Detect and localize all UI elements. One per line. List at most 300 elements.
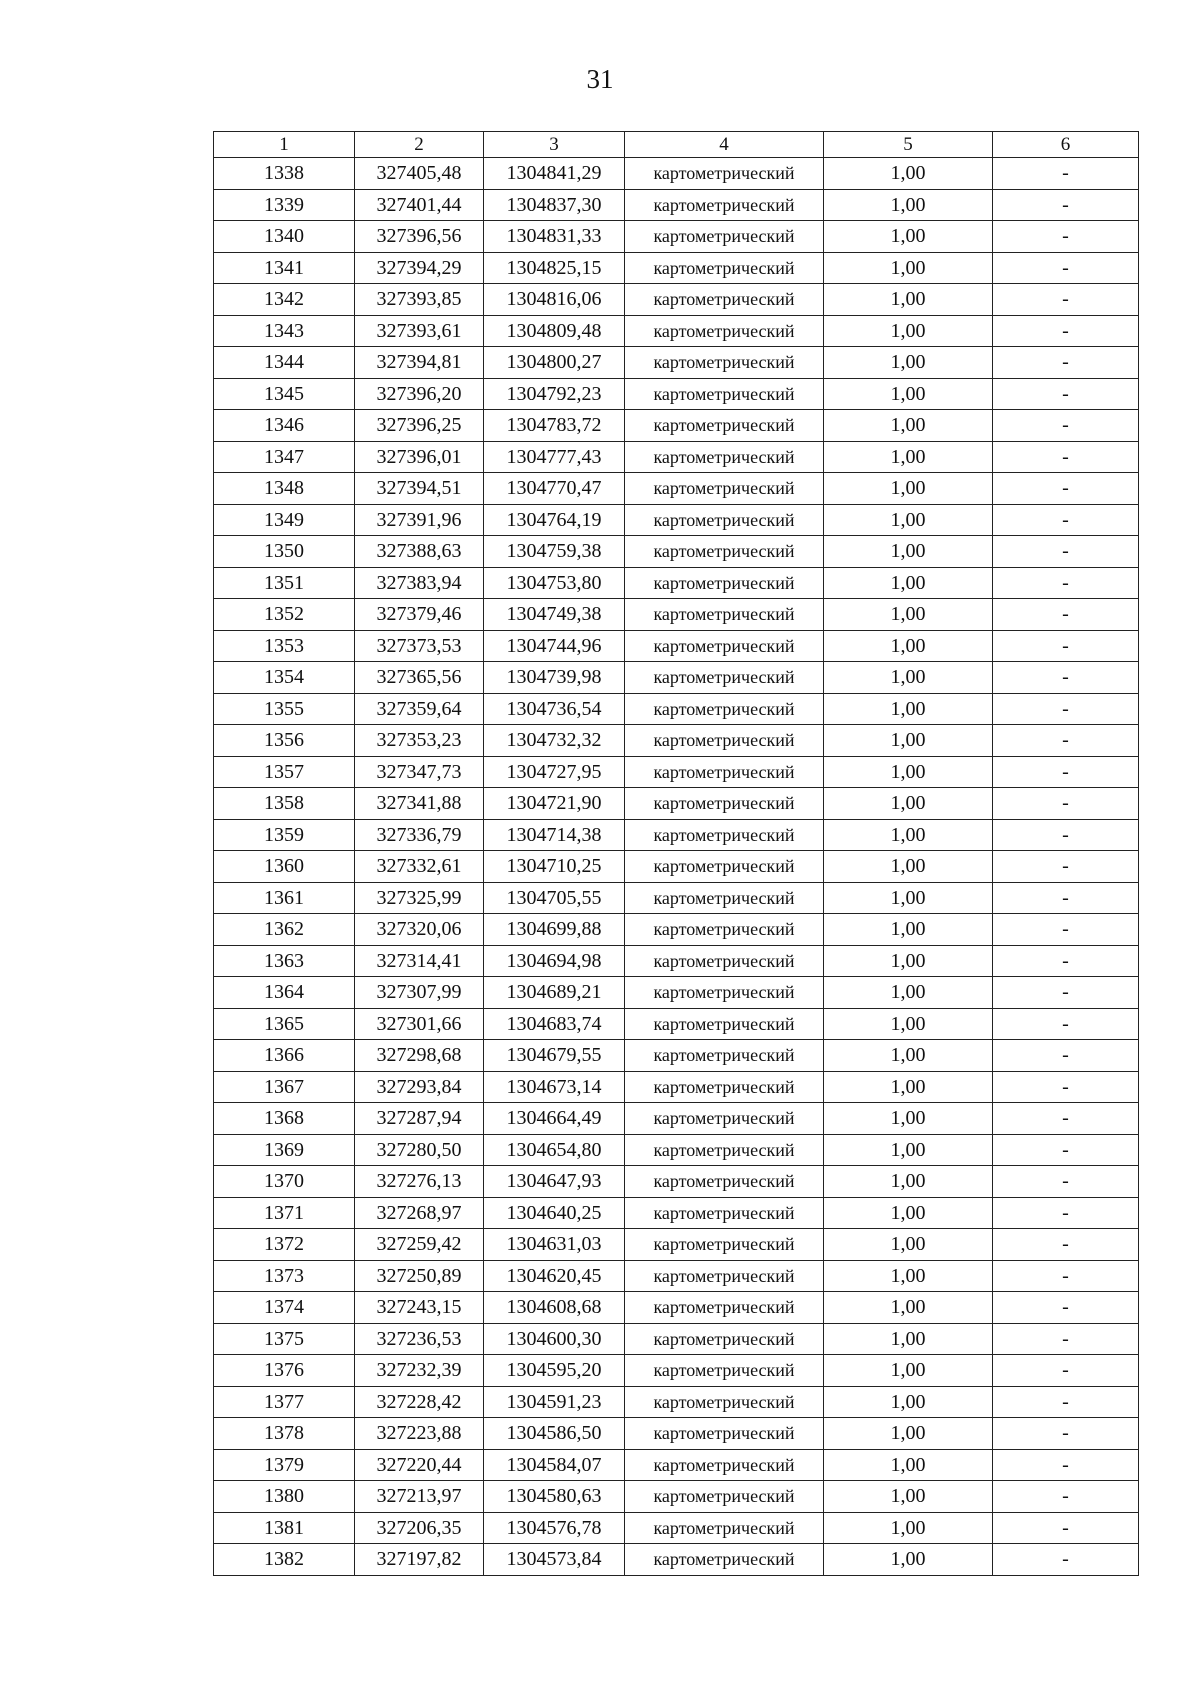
table-row (214, 1071, 1139, 1103)
x-coordinate-cell: 327197,82 (355, 1544, 484, 1576)
note-cell: - (993, 1512, 1139, 1544)
note-cell: - (993, 945, 1139, 977)
method-cell: картометрический (625, 977, 824, 1009)
point-number-cell: 1357 (214, 756, 355, 788)
y-coordinate-cell: 1304586,50 (484, 1418, 625, 1450)
y-coordinate-cell: 1304783,72 (484, 410, 625, 442)
point-number-cell: 1380 (214, 1481, 355, 1513)
table-row (214, 1260, 1139, 1292)
table-row (214, 473, 1139, 505)
y-coordinate-cell: 1304640,25 (484, 1197, 625, 1229)
note-cell: - (993, 1040, 1139, 1072)
x-coordinate-cell: 327379,46 (355, 599, 484, 631)
note-cell: - (993, 473, 1139, 505)
point-number-cell: 1379 (214, 1449, 355, 1481)
table-row (214, 1197, 1139, 1229)
method-cell: картометрический (625, 693, 824, 725)
note-cell: - (993, 914, 1139, 946)
accuracy-cell: 1,00 (824, 1040, 993, 1072)
method-cell: картометрический (625, 1229, 824, 1261)
x-coordinate-cell: 327396,25 (355, 410, 484, 442)
point-number-cell: 1344 (214, 347, 355, 379)
header-cell-5: 5 (824, 132, 993, 158)
table-row (214, 977, 1139, 1009)
x-coordinate-cell: 327287,94 (355, 1103, 484, 1135)
header-cell-3: 3 (484, 132, 625, 158)
y-coordinate-cell: 1304694,98 (484, 945, 625, 977)
note-cell: - (993, 851, 1139, 883)
note-cell: - (993, 662, 1139, 694)
accuracy-cell: 1,00 (824, 662, 993, 694)
table-row (214, 347, 1139, 379)
point-number-cell: 1369 (214, 1134, 355, 1166)
x-coordinate-cell: 327301,66 (355, 1008, 484, 1040)
x-coordinate-cell: 327391,96 (355, 504, 484, 536)
method-cell: картометрический (625, 1449, 824, 1481)
table-row (214, 1449, 1139, 1481)
method-cell: картометрический (625, 567, 824, 599)
note-cell: - (993, 189, 1139, 221)
note-cell: - (993, 536, 1139, 568)
x-coordinate-cell: 327347,73 (355, 756, 484, 788)
table-header (214, 132, 1139, 158)
accuracy-cell: 1,00 (824, 1481, 993, 1513)
accuracy-cell: 1,00 (824, 630, 993, 662)
accuracy-cell: 1,00 (824, 252, 993, 284)
table-row (214, 1418, 1139, 1450)
accuracy-cell: 1,00 (824, 914, 993, 946)
method-cell: картометрический (625, 473, 824, 505)
note-cell: - (993, 599, 1139, 631)
accuracy-cell: 1,00 (824, 945, 993, 977)
x-coordinate-cell: 327259,42 (355, 1229, 484, 1261)
accuracy-cell: 1,00 (824, 756, 993, 788)
y-coordinate-cell: 1304683,74 (484, 1008, 625, 1040)
method-cell: картометрический (625, 536, 824, 568)
y-coordinate-cell: 1304816,06 (484, 284, 625, 316)
table-row (214, 1292, 1139, 1324)
x-coordinate-cell: 327393,61 (355, 315, 484, 347)
accuracy-cell: 1,00 (824, 1071, 993, 1103)
table-row (214, 662, 1139, 694)
note-cell: - (993, 756, 1139, 788)
y-coordinate-cell: 1304600,30 (484, 1323, 625, 1355)
accuracy-cell: 1,00 (824, 851, 993, 883)
table-row (214, 788, 1139, 820)
note-cell: - (993, 410, 1139, 442)
point-number-cell: 1373 (214, 1260, 355, 1292)
x-coordinate-cell: 327396,20 (355, 378, 484, 410)
header-cell-4: 4 (625, 132, 824, 158)
table-row (214, 1166, 1139, 1198)
note-cell: - (993, 693, 1139, 725)
accuracy-cell: 1,00 (824, 1197, 993, 1229)
accuracy-cell: 1,00 (824, 284, 993, 316)
table-row (214, 756, 1139, 788)
method-cell: картометрический (625, 158, 824, 190)
method-cell: картометрический (625, 945, 824, 977)
method-cell: картометрический (625, 284, 824, 316)
point-number-cell: 1359 (214, 819, 355, 851)
note-cell: - (993, 1008, 1139, 1040)
method-cell: картометрический (625, 315, 824, 347)
accuracy-cell: 1,00 (824, 1418, 993, 1450)
table-row (214, 284, 1139, 316)
method-cell: картометрический (625, 914, 824, 946)
point-number-cell: 1352 (214, 599, 355, 631)
accuracy-cell: 1,00 (824, 473, 993, 505)
point-number-cell: 1377 (214, 1386, 355, 1418)
method-cell: картометрический (625, 1512, 824, 1544)
method-cell: картометрический (625, 1323, 824, 1355)
y-coordinate-cell: 1304664,49 (484, 1103, 625, 1135)
x-coordinate-cell: 327359,64 (355, 693, 484, 725)
table-row (214, 1355, 1139, 1387)
table-row (214, 914, 1139, 946)
note-cell: - (993, 1323, 1139, 1355)
method-cell: картометрический (625, 819, 824, 851)
y-coordinate-cell: 1304825,15 (484, 252, 625, 284)
point-number-cell: 1358 (214, 788, 355, 820)
accuracy-cell: 1,00 (824, 1449, 993, 1481)
x-coordinate-cell: 327298,68 (355, 1040, 484, 1072)
x-coordinate-cell: 327341,88 (355, 788, 484, 820)
point-number-cell: 1354 (214, 662, 355, 694)
table-row (214, 1386, 1139, 1418)
note-cell: - (993, 1544, 1139, 1576)
table-row (214, 1544, 1139, 1576)
header-row (214, 132, 1139, 158)
x-coordinate-cell: 327243,15 (355, 1292, 484, 1324)
note-cell: - (993, 315, 1139, 347)
table-row (214, 1512, 1139, 1544)
method-cell: картометрический (625, 630, 824, 662)
point-number-cell: 1371 (214, 1197, 355, 1229)
note-cell: - (993, 1229, 1139, 1261)
x-coordinate-cell: 327396,56 (355, 221, 484, 253)
page-number: 31 (586, 64, 614, 94)
note-cell: - (993, 977, 1139, 1009)
x-coordinate-cell: 327332,61 (355, 851, 484, 883)
note-cell: - (993, 252, 1139, 284)
method-cell: картометрический (625, 441, 824, 473)
x-coordinate-cell: 327394,51 (355, 473, 484, 505)
note-cell: - (993, 1071, 1139, 1103)
method-cell: картометрический (625, 378, 824, 410)
table-row (214, 1323, 1139, 1355)
point-number-cell: 1374 (214, 1292, 355, 1324)
table-row (214, 378, 1139, 410)
table-row (214, 536, 1139, 568)
note-cell: - (993, 1386, 1139, 1418)
table-row (214, 1008, 1139, 1040)
note-cell: - (993, 1103, 1139, 1135)
y-coordinate-cell: 1304759,38 (484, 536, 625, 568)
header-cell-1: 1 (214, 132, 355, 158)
point-number-cell: 1365 (214, 1008, 355, 1040)
note-cell: - (993, 1355, 1139, 1387)
point-number-cell: 1363 (214, 945, 355, 977)
point-number-cell: 1366 (214, 1040, 355, 1072)
point-number-cell: 1346 (214, 410, 355, 442)
x-coordinate-cell: 327206,35 (355, 1512, 484, 1544)
accuracy-cell: 1,00 (824, 1292, 993, 1324)
accuracy-cell: 1,00 (824, 221, 993, 253)
method-cell: картометрический (625, 882, 824, 914)
table-row (214, 725, 1139, 757)
point-number-cell: 1339 (214, 189, 355, 221)
accuracy-cell: 1,00 (824, 1008, 993, 1040)
x-coordinate-cell: 327373,53 (355, 630, 484, 662)
point-number-cell: 1361 (214, 882, 355, 914)
table-row (214, 693, 1139, 725)
y-coordinate-cell: 1304800,27 (484, 347, 625, 379)
note-cell: - (993, 284, 1139, 316)
accuracy-cell: 1,00 (824, 1544, 993, 1576)
point-number-cell: 1362 (214, 914, 355, 946)
accuracy-cell: 1,00 (824, 1103, 993, 1135)
method-cell: картометрический (625, 1355, 824, 1387)
x-coordinate-cell: 327236,53 (355, 1323, 484, 1355)
y-coordinate-cell: 1304689,21 (484, 977, 625, 1009)
y-coordinate-cell: 1304727,95 (484, 756, 625, 788)
y-coordinate-cell: 1304679,55 (484, 1040, 625, 1072)
x-coordinate-cell: 327405,48 (355, 158, 484, 190)
x-coordinate-cell: 327268,97 (355, 1197, 484, 1229)
point-number-cell: 1364 (214, 977, 355, 1009)
method-cell: картометрический (625, 410, 824, 442)
accuracy-cell: 1,00 (824, 788, 993, 820)
y-coordinate-cell: 1304841,29 (484, 158, 625, 190)
y-coordinate-cell: 1304699,88 (484, 914, 625, 946)
x-coordinate-cell: 327396,01 (355, 441, 484, 473)
table-row (214, 158, 1139, 190)
accuracy-cell: 1,00 (824, 347, 993, 379)
y-coordinate-cell: 1304744,96 (484, 630, 625, 662)
method-cell: картометрический (625, 221, 824, 253)
point-number-cell: 1381 (214, 1512, 355, 1544)
x-coordinate-cell: 327401,44 (355, 189, 484, 221)
method-cell: картометрический (625, 1008, 824, 1040)
x-coordinate-cell: 327293,84 (355, 1071, 484, 1103)
note-cell: - (993, 1449, 1139, 1481)
accuracy-cell: 1,00 (824, 599, 993, 631)
method-cell: картометрический (625, 1103, 824, 1135)
note-cell: - (993, 1260, 1139, 1292)
method-cell: картометрический (625, 252, 824, 284)
accuracy-cell: 1,00 (824, 1386, 993, 1418)
point-number-cell: 1370 (214, 1166, 355, 1198)
note-cell: - (993, 378, 1139, 410)
note-cell: - (993, 630, 1139, 662)
header-cell-2: 2 (355, 132, 484, 158)
coordinates-table (213, 131, 1139, 1576)
x-coordinate-cell: 327365,56 (355, 662, 484, 694)
table-row (214, 882, 1139, 914)
accuracy-cell: 1,00 (824, 1229, 993, 1261)
method-cell: картометрический (625, 599, 824, 631)
point-number-cell: 1351 (214, 567, 355, 599)
method-cell: картометрический (625, 1071, 824, 1103)
note-cell: - (993, 1197, 1139, 1229)
note-cell: - (993, 1134, 1139, 1166)
note-cell: - (993, 1292, 1139, 1324)
accuracy-cell: 1,00 (824, 1134, 993, 1166)
accuracy-cell: 1,00 (824, 882, 993, 914)
accuracy-cell: 1,00 (824, 410, 993, 442)
note-cell: - (993, 158, 1139, 190)
accuracy-cell: 1,00 (824, 378, 993, 410)
point-number-cell: 1367 (214, 1071, 355, 1103)
method-cell: картометрический (625, 189, 824, 221)
table-row (214, 189, 1139, 221)
accuracy-cell: 1,00 (824, 1355, 993, 1387)
x-coordinate-cell: 327232,39 (355, 1355, 484, 1387)
note-cell: - (993, 504, 1139, 536)
method-cell: картометрический (625, 1134, 824, 1166)
point-number-cell: 1355 (214, 693, 355, 725)
note-cell: - (993, 347, 1139, 379)
note-cell: - (993, 221, 1139, 253)
table-row (214, 441, 1139, 473)
y-coordinate-cell: 1304770,47 (484, 473, 625, 505)
note-cell: - (993, 882, 1139, 914)
method-cell: картометрический (625, 1386, 824, 1418)
y-coordinate-cell: 1304654,80 (484, 1134, 625, 1166)
x-coordinate-cell: 327280,50 (355, 1134, 484, 1166)
accuracy-cell: 1,00 (824, 315, 993, 347)
x-coordinate-cell: 327314,41 (355, 945, 484, 977)
method-cell: картометрический (625, 756, 824, 788)
x-coordinate-cell: 327394,81 (355, 347, 484, 379)
table-row (214, 819, 1139, 851)
accuracy-cell: 1,00 (824, 567, 993, 599)
method-cell: картометрический (625, 1544, 824, 1576)
point-number-cell: 1341 (214, 252, 355, 284)
accuracy-cell: 1,00 (824, 1260, 993, 1292)
accuracy-cell: 1,00 (824, 693, 993, 725)
table-row (214, 1103, 1139, 1135)
x-coordinate-cell: 327394,29 (355, 252, 484, 284)
method-cell: картометрический (625, 662, 824, 694)
table-row (214, 1229, 1139, 1261)
note-cell: - (993, 788, 1139, 820)
header-cell-6: 6 (993, 132, 1139, 158)
method-cell: картометрический (625, 1481, 824, 1513)
point-number-cell: 1342 (214, 284, 355, 316)
method-cell: картометрический (625, 788, 824, 820)
accuracy-cell: 1,00 (824, 158, 993, 190)
x-coordinate-cell: 327250,89 (355, 1260, 484, 1292)
y-coordinate-cell: 1304753,80 (484, 567, 625, 599)
point-number-cell: 1353 (214, 630, 355, 662)
table-row (214, 599, 1139, 631)
x-coordinate-cell: 327393,85 (355, 284, 484, 316)
point-number-cell: 1345 (214, 378, 355, 410)
point-number-cell: 1368 (214, 1103, 355, 1135)
accuracy-cell: 1,00 (824, 819, 993, 851)
y-coordinate-cell: 1304714,38 (484, 819, 625, 851)
y-coordinate-cell: 1304608,68 (484, 1292, 625, 1324)
point-number-cell: 1356 (214, 725, 355, 757)
table-row (214, 945, 1139, 977)
note-cell: - (993, 1418, 1139, 1450)
method-cell: картометрический (625, 1166, 824, 1198)
x-coordinate-cell: 327336,79 (355, 819, 484, 851)
point-number-cell: 1343 (214, 315, 355, 347)
method-cell: картометрический (625, 1292, 824, 1324)
accuracy-cell: 1,00 (824, 977, 993, 1009)
note-cell: - (993, 1166, 1139, 1198)
y-coordinate-cell: 1304580,63 (484, 1481, 625, 1513)
y-coordinate-cell: 1304573,84 (484, 1544, 625, 1576)
x-coordinate-cell: 327325,99 (355, 882, 484, 914)
y-coordinate-cell: 1304831,33 (484, 221, 625, 253)
point-number-cell: 1372 (214, 1229, 355, 1261)
point-number-cell: 1348 (214, 473, 355, 505)
point-number-cell: 1375 (214, 1323, 355, 1355)
accuracy-cell: 1,00 (824, 1323, 993, 1355)
method-cell: картометрический (625, 725, 824, 757)
accuracy-cell: 1,00 (824, 725, 993, 757)
x-coordinate-cell: 327383,94 (355, 567, 484, 599)
point-number-cell: 1338 (214, 158, 355, 190)
method-cell: картометрический (625, 1040, 824, 1072)
x-coordinate-cell: 327220,44 (355, 1449, 484, 1481)
y-coordinate-cell: 1304809,48 (484, 315, 625, 347)
x-coordinate-cell: 327228,42 (355, 1386, 484, 1418)
y-coordinate-cell: 1304749,38 (484, 599, 625, 631)
note-cell: - (993, 1481, 1139, 1513)
y-coordinate-cell: 1304764,19 (484, 504, 625, 536)
y-coordinate-cell: 1304576,78 (484, 1512, 625, 1544)
point-number-cell: 1350 (214, 536, 355, 568)
accuracy-cell: 1,00 (824, 504, 993, 536)
method-cell: картометрический (625, 1418, 824, 1450)
note-cell: - (993, 441, 1139, 473)
x-coordinate-cell: 327307,99 (355, 977, 484, 1009)
table-row (214, 630, 1139, 662)
y-coordinate-cell: 1304736,54 (484, 693, 625, 725)
table-row (214, 410, 1139, 442)
table-row (214, 315, 1139, 347)
x-coordinate-cell: 327353,23 (355, 725, 484, 757)
table-row (214, 1040, 1139, 1072)
accuracy-cell: 1,00 (824, 189, 993, 221)
x-coordinate-cell: 327223,88 (355, 1418, 484, 1450)
y-coordinate-cell: 1304595,20 (484, 1355, 625, 1387)
x-coordinate-cell: 327276,13 (355, 1166, 484, 1198)
method-cell: картометрический (625, 851, 824, 883)
y-coordinate-cell: 1304837,30 (484, 189, 625, 221)
table-row (214, 504, 1139, 536)
accuracy-cell: 1,00 (824, 536, 993, 568)
y-coordinate-cell: 1304631,03 (484, 1229, 625, 1261)
method-cell: картометрический (625, 1197, 824, 1229)
note-cell: - (993, 567, 1139, 599)
y-coordinate-cell: 1304710,25 (484, 851, 625, 883)
x-coordinate-cell: 327213,97 (355, 1481, 484, 1513)
point-number-cell: 1376 (214, 1355, 355, 1387)
table-row (214, 1134, 1139, 1166)
point-number-cell: 1347 (214, 441, 355, 473)
y-coordinate-cell: 1304732,32 (484, 725, 625, 757)
x-coordinate-cell: 327388,63 (355, 536, 484, 568)
y-coordinate-cell: 1304777,43 (484, 441, 625, 473)
table-row (214, 221, 1139, 253)
note-cell: - (993, 725, 1139, 757)
y-coordinate-cell: 1304705,55 (484, 882, 625, 914)
